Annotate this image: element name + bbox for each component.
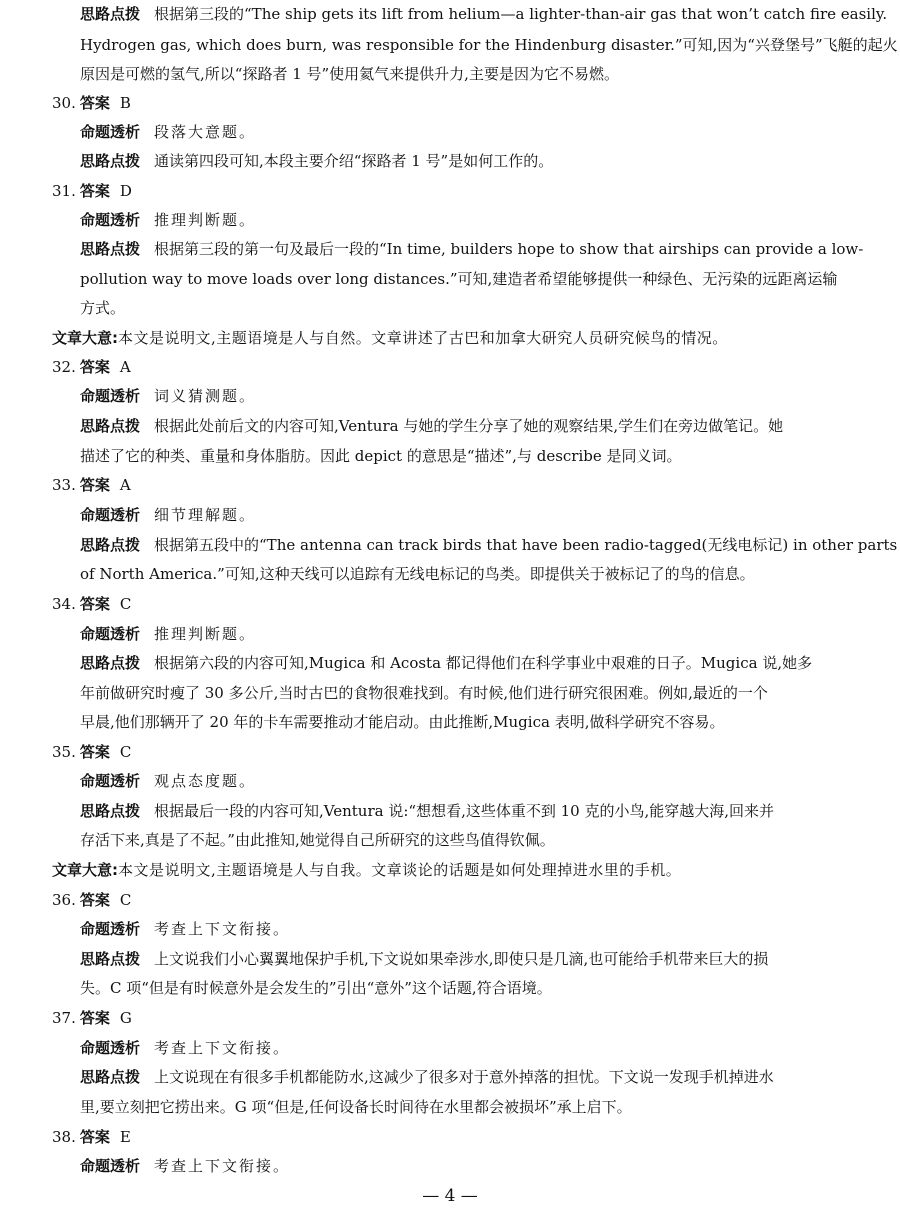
analysis-text: 方式。 xyxy=(80,299,126,317)
type-text: 推理判断题。 xyxy=(154,211,257,229)
q33-answer-row xyxy=(52,475,131,497)
analysis-text: 原因是可燃的氢气,所以“探路者 1 号”使用氦气来提供升力,主要是因为它不易燃。 xyxy=(80,65,619,83)
type-text: 观点态度题。 xyxy=(154,772,257,790)
q32-type-row xyxy=(80,386,256,408)
q31-analysis-row-2 xyxy=(80,269,837,291)
q38-answer-row xyxy=(52,1127,131,1149)
analysis-text: of North America.”可知,这种天线可以追踪有无线电标记的鸟类。即提供关于被标记了的鸟的信息。 xyxy=(80,565,755,583)
analysis-text: 描述了它的种类、重量和身体脂肪。因此 depict 的意思是“描述”,与 describe 是同义词。 xyxy=(80,447,682,465)
question-number: 38. xyxy=(52,1128,76,1146)
q34-analysis-row-1 xyxy=(80,653,812,675)
q31-analysis-row-1 xyxy=(80,239,863,261)
analysis-text: 根据第三段的第一句及最后一段的“In time, builders hope to show that airships can provide a low- xyxy=(154,240,864,258)
analysis-text: Hydrogen gas, which does burn, was responsible for the Hindenburg disaster.”可知,因为“兴登堡号”飞艇的起火 xyxy=(80,36,898,54)
q35-answer-row xyxy=(52,742,131,764)
type-text: 考查上下文衔接。 xyxy=(154,920,291,938)
q32-analysis-row-2 xyxy=(80,446,682,468)
question-number: 35. xyxy=(52,743,76,761)
type-text: 推理判断题。 xyxy=(154,625,257,643)
analysis-text: 年前做研究时瘦了 30 多公斤,当时古巴的食物很难找到。有时候,他们进行研究很困难。例如,最近的一个 xyxy=(80,684,768,702)
article-summary-2 xyxy=(52,860,681,882)
type-label: 命题透析 xyxy=(80,506,141,524)
answer-value: C xyxy=(119,595,132,613)
q33-analysis-row-1 xyxy=(80,535,897,557)
summary-text: 本文是说明文,主题语境是人与自我。文章谈论的话题是如何处理掉进水里的手机。 xyxy=(118,861,682,879)
q37-analysis-row-2 xyxy=(80,1097,632,1119)
answer-label: 答案 xyxy=(79,1128,110,1146)
answer-label: 答案 xyxy=(79,476,110,494)
q32-answer-row xyxy=(52,357,131,379)
q31-type-row xyxy=(80,210,256,232)
analysis-label: 思路点拨 xyxy=(80,536,141,554)
type-label: 命题透析 xyxy=(80,387,141,405)
type-label: 命题透析 xyxy=(80,1039,141,1057)
question-number: 37. xyxy=(52,1009,76,1027)
q37-answer-row xyxy=(52,1008,132,1030)
q34-analysis-row-2 xyxy=(80,683,768,705)
answer-label: 答案 xyxy=(79,595,110,613)
answer-value: G xyxy=(119,1009,132,1027)
analysis-text: 里,要立刻把它捞出来。G 项“但是,任何设备长时间待在水里都会被损坏”承上启下。 xyxy=(80,1098,632,1116)
q38-type-row xyxy=(80,1156,290,1178)
analysis-text: 根据第三段的“The ship gets its lift from helium—a lighter-than-air gas that won’t catch fire easily. xyxy=(154,5,888,23)
q37-type-row xyxy=(80,1038,290,1060)
q29-analysis-line-2 xyxy=(80,35,898,57)
type-label: 命题透析 xyxy=(80,1157,141,1175)
analysis-label: 思路点拨 xyxy=(80,950,141,968)
summary-text: 本文是说明文,主题语境是人与自然。文章讲述了古巴和加拿大研究人员研究候鸟的情况。 xyxy=(118,329,728,347)
q29-analysis-line-1 xyxy=(80,4,887,26)
q37-analysis-row-1 xyxy=(80,1067,774,1089)
question-number: 34. xyxy=(52,595,76,613)
summary-label: 文章大意: xyxy=(52,329,118,347)
q30-type-row xyxy=(80,122,256,144)
analysis-text: 存活下来,真是了不起。”由此推知,她觉得自己所研究的这些鸟值得钦佩。 xyxy=(80,831,555,849)
q35-type-row xyxy=(80,771,256,793)
q30-analysis-row xyxy=(80,151,553,173)
type-label: 命题透析 xyxy=(80,772,141,790)
answer-label: 答案 xyxy=(79,743,110,761)
summary-label: 文章大意: xyxy=(52,861,118,879)
analysis-label: 思路点拨 xyxy=(80,5,141,23)
question-number: 32. xyxy=(52,358,76,376)
analysis-label: 思路点拨 xyxy=(80,654,141,672)
analysis-text: 根据第六段的内容可知,Mugica 和 Acosta 都记得他们在科学事业中艰难的日子。Mugica 说,她多 xyxy=(154,654,813,672)
type-label: 命题透析 xyxy=(80,625,141,643)
analysis-text: pollution way to move loads over long distances.”可知,建造者希望能够提供一种绿色、无污染的远距离运输 xyxy=(80,270,838,288)
q32-analysis-row-1 xyxy=(80,416,783,438)
answer-value: A xyxy=(119,358,131,376)
q36-analysis-row-1 xyxy=(80,949,768,971)
q36-analysis-row-2 xyxy=(80,978,552,1000)
type-text: 段落大意题。 xyxy=(154,123,257,141)
q36-answer-row xyxy=(52,890,131,912)
answer-value: C xyxy=(119,891,132,909)
q33-analysis-row-2 xyxy=(80,564,755,586)
q35-analysis-row-2 xyxy=(80,830,555,852)
q29-analysis-line-3 xyxy=(80,64,619,86)
q30-answer-row xyxy=(52,93,131,115)
answer-value: B xyxy=(119,94,131,112)
answer-label: 答案 xyxy=(79,358,110,376)
question-number: 33. xyxy=(52,476,76,494)
question-number: 36. xyxy=(52,891,76,909)
answer-label: 答案 xyxy=(79,182,110,200)
answer-value: C xyxy=(119,743,132,761)
answer-label: 答案 xyxy=(79,891,110,909)
answer-value: E xyxy=(119,1128,131,1146)
q36-type-row xyxy=(80,919,290,941)
analysis-text: 根据最后一段的内容可知,Ventura 说:“想想看,这些体重不到 10 克的小鸟,能穿越大海,回来并 xyxy=(154,802,774,820)
type-text: 考查上下文衔接。 xyxy=(154,1039,291,1057)
q34-answer-row xyxy=(52,594,131,616)
q34-analysis-row-3 xyxy=(80,712,724,734)
analysis-label: 思路点拨 xyxy=(80,802,141,820)
analysis-label: 思路点拨 xyxy=(80,152,141,170)
answer-label: 答案 xyxy=(79,1009,110,1027)
type-label: 命题透析 xyxy=(80,211,141,229)
analysis-text: 根据第五段中的“The antenna can track birds that have been radio-tagged(无线电标记) in other parts xyxy=(154,536,898,554)
q31-answer-row xyxy=(52,181,132,203)
type-label: 命题透析 xyxy=(80,920,141,938)
answer-value: D xyxy=(119,182,132,200)
type-text: 词义猜测题。 xyxy=(154,387,257,405)
q33-type-row xyxy=(80,505,256,527)
question-number: 30. xyxy=(52,94,76,112)
type-text: 考查上下文衔接。 xyxy=(154,1157,291,1175)
analysis-label: 思路点拨 xyxy=(80,1068,141,1086)
type-text: 细节理解题。 xyxy=(154,506,257,524)
page-number: — 4 — xyxy=(422,1186,478,1206)
answer-label: 答案 xyxy=(79,94,110,112)
analysis-label: 思路点拨 xyxy=(80,417,141,435)
q35-analysis-row-1 xyxy=(80,801,774,823)
question-number: 31. xyxy=(52,182,76,200)
analysis-text: 通读第四段可知,本段主要介绍“探路者 1 号”是如何工作的。 xyxy=(154,152,554,170)
type-label: 命题透析 xyxy=(80,123,141,141)
article-summary-1 xyxy=(52,328,728,350)
q34-type-row xyxy=(80,624,256,646)
analysis-text: 早晨,他们那辆开了 20 年的卡车需要推动才能启动。由此推断,Mugica 表明,做科学研究不容易。 xyxy=(80,713,725,731)
analysis-text: 上文说现在有很多手机都能防水,这减少了很多对于意外掉落的担忧。下文说一发现手机掉进水 xyxy=(154,1068,774,1086)
analysis-text: 上文说我们小心翼翼地保护手机,下文说如果牵涉水,即使只是几滴,也可能给手机带来巨大的损 xyxy=(154,950,769,968)
analysis-label: 思路点拨 xyxy=(80,240,141,258)
analysis-text: 失。C 项“但是有时候意外是会发生的”引出“意外”这个话题,符合语境。 xyxy=(80,979,552,997)
answer-value: A xyxy=(119,476,131,494)
q31-analysis-row-3 xyxy=(80,298,125,320)
analysis-text: 根据此处前后文的内容可知,Ventura 与她的学生分享了她的观察结果,学生们在旁边做笔记。她 xyxy=(154,417,784,435)
